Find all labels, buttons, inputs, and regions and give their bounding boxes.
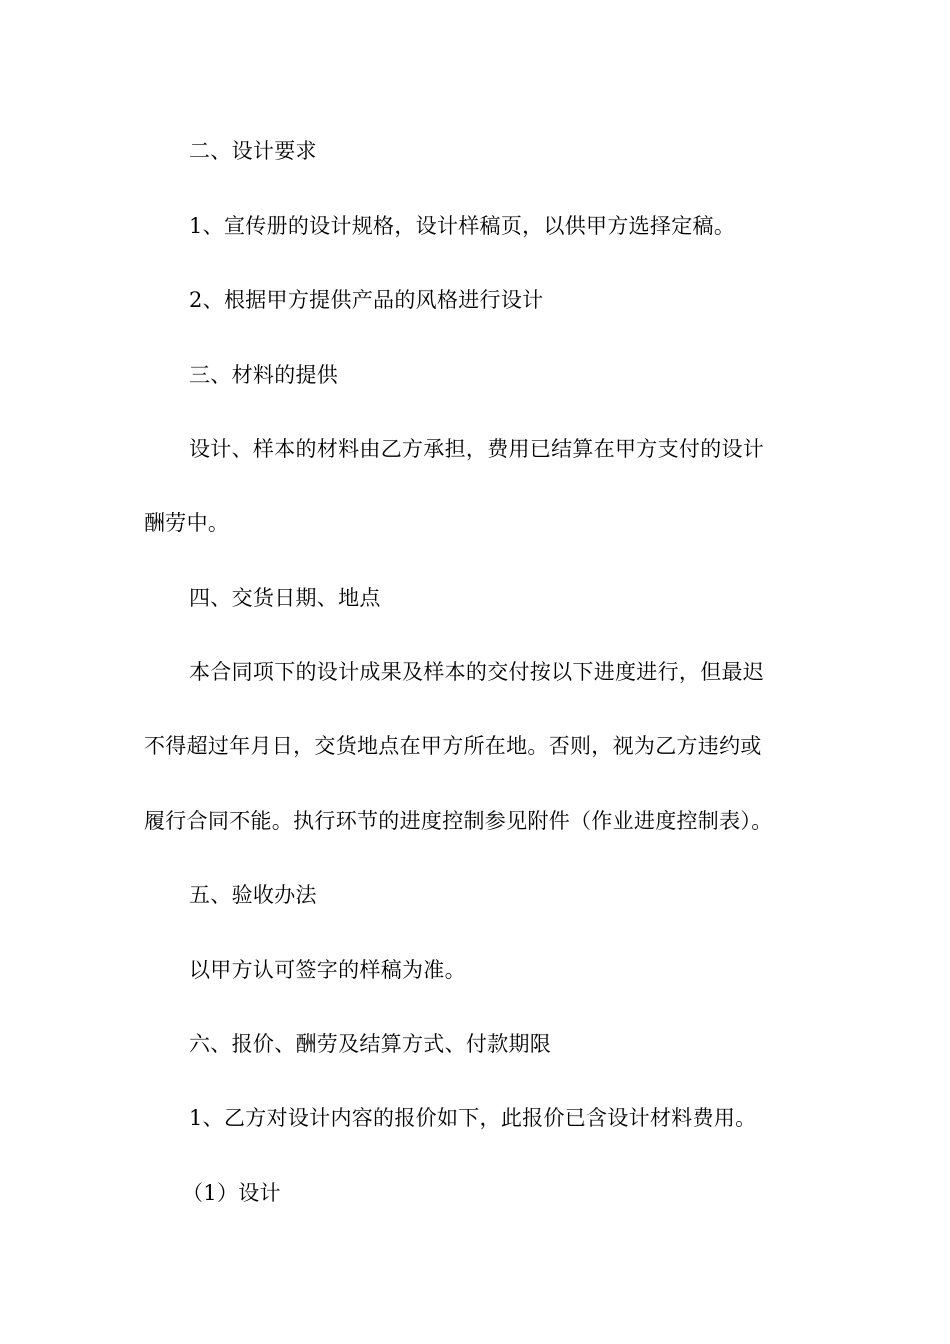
paragraph-line: 履行合同不能。执行环节的进度控制参见附件（作业进度控制表）。 [144,809,773,833]
paragraph-line: 酬劳中。 [144,511,230,535]
heading-materials: 三、材料的提供 [189,363,339,387]
paragraph-line: 以甲方认可签字的样稿为准。 [189,958,466,982]
list-item: （1）设计 [182,1181,281,1205]
paragraph-line: 1、乙方对设计内容的报价如下，此报价已含设计材料费用。 [189,1106,757,1130]
heading-acceptance: 五、验收办法 [189,883,317,907]
paragraph-line: 1、宣传册的设计规格，设计样稿页，以供甲方选择定稿。 [189,214,736,238]
heading-design-requirements: 二、设计要求 [189,139,317,163]
heading-payment: 六、报价、酬劳及结算方式、付款期限 [189,1032,552,1056]
paragraph-line: 2、根据甲方提供产品的风格进行设计 [189,288,544,312]
heading-delivery: 四、交货日期、地点 [189,586,381,610]
paragraph-line: 本合同项下的设计成果及样本的交付按以下进度进行，但最迟 [189,660,765,684]
paragraph-line: 设计、样本的材料由乙方承担，费用已结算在甲方支付的设计 [189,437,765,461]
paragraph-line: 不得超过年月日，交货地点在甲方所在地。否则，视为乙方违约或 [144,734,762,758]
